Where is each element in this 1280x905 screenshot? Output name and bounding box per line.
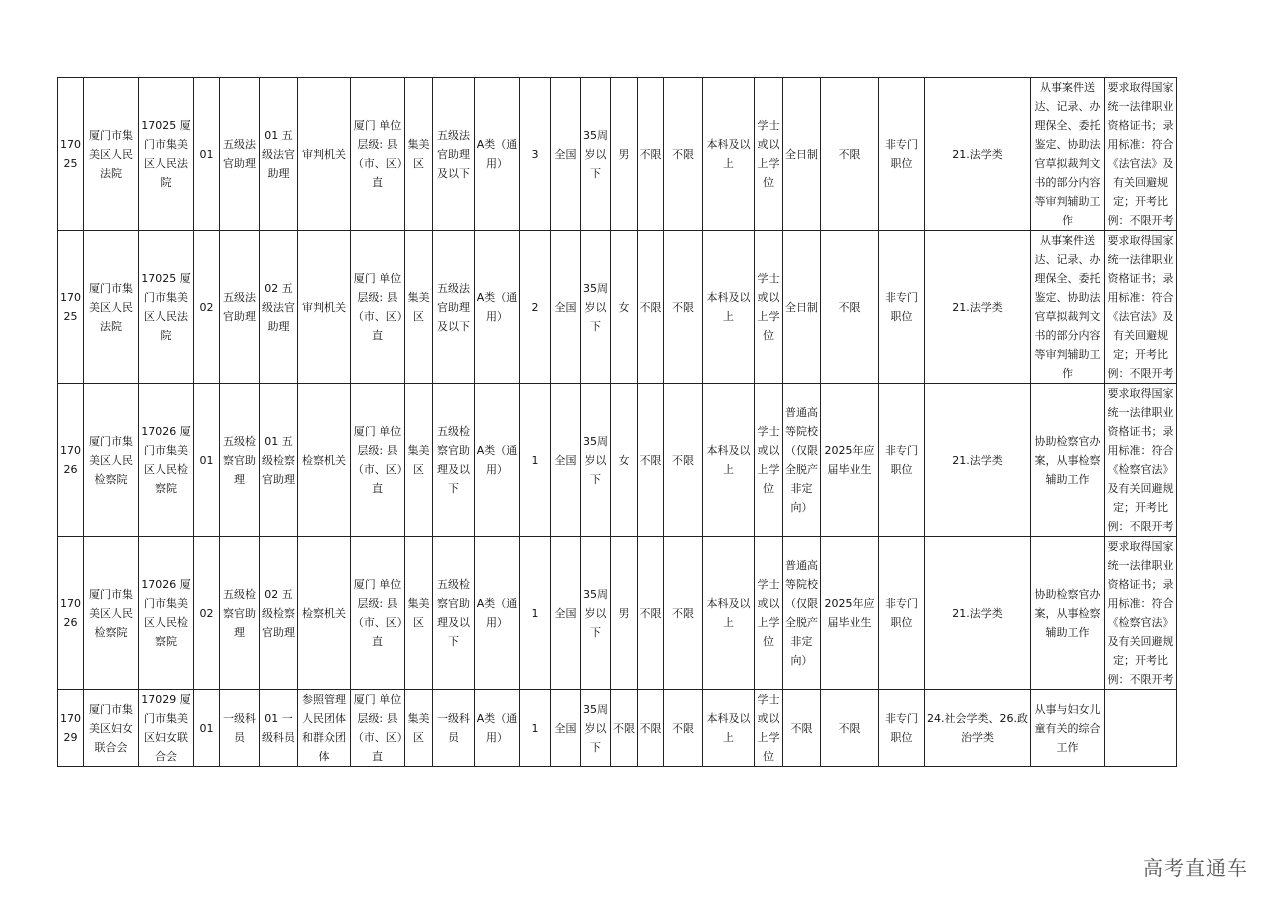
unit-code-name-cell: 17026 厦门市集美区人民检察院	[139, 384, 194, 537]
rank-cell: 五级检察官助理及以下	[433, 537, 475, 690]
unit-code-name-cell: 17025 厦门市集美区人民法院	[139, 78, 194, 231]
unit-name-cell: 厦门市集美区人民检察院	[84, 537, 139, 690]
district-cell: 集美区	[405, 537, 433, 690]
org-type-cell: 检察机关	[298, 384, 351, 537]
study-form-cell: 不限	[783, 690, 821, 767]
gender-cell: 女	[611, 384, 638, 537]
position-code-name-cell: 01 一级科员	[260, 690, 298, 767]
position-name-cell: 五级法官助理	[220, 78, 260, 231]
scope-cell: 全国	[551, 78, 581, 231]
exam-type-cell: A类（通用）	[475, 231, 520, 384]
education-cell: 本科及以上	[703, 537, 755, 690]
unit-level-cell: 厦门 单位层级: 县（市、区）直	[351, 384, 405, 537]
education-cell: 本科及以上	[703, 78, 755, 231]
table-row	[58, 231, 1177, 384]
recruit-count-cell: 3	[520, 78, 551, 231]
ethnic-cell: 不限	[638, 78, 664, 231]
remark-cell: 要求取得国家统一法律职业资格证书；录用标准：符合《法官法》及有关回避规定；开考比例：不限开考	[1105, 231, 1177, 384]
table-body	[58, 78, 1177, 767]
position-code-name-cell: 02 五级检察官助理	[260, 537, 298, 690]
graduate-type-cell: 不限	[821, 690, 879, 767]
position-code-name-cell: 02 五级法官助理	[260, 231, 298, 384]
degree-cell: 学士或以上学位	[755, 690, 783, 767]
duty-cell: 协助检察官办案，从事检察辅助工作	[1031, 537, 1105, 690]
position-name-cell: 五级检察官助理	[220, 384, 260, 537]
rank-cell: 一级科员	[433, 690, 475, 767]
unit-code-cell: 17026	[58, 537, 84, 690]
unit-code-cell: 17025	[58, 231, 84, 384]
ethnic-cell: 不限	[638, 537, 664, 690]
unit-level-cell: 厦门 单位层级: 县（市、区）直	[351, 537, 405, 690]
remark-cell: 要求取得国家统一法律职业资格证书；录用标准：符合《法官法》及有关回避规定；开考比例：不限开考	[1105, 78, 1177, 231]
politics-cell: 不限	[664, 690, 703, 767]
degree-cell: 学士或以上学位	[755, 537, 783, 690]
district-cell: 集美区	[405, 384, 433, 537]
district-cell: 集美区	[405, 231, 433, 384]
ethnic-cell: 不限	[638, 231, 664, 384]
unit-name-cell: 厦门市集美区人民法院	[84, 78, 139, 231]
district-cell: 集美区	[405, 690, 433, 767]
remark-cell: 要求取得国家统一法律职业资格证书；录用标准：符合《检察官法》及有关回避规定；开考比例：不限开考	[1105, 384, 1177, 537]
scope-cell: 全国	[551, 537, 581, 690]
position-code-name-cell: 01 五级检察官助理	[260, 384, 298, 537]
study-form-cell: 全日制	[783, 78, 821, 231]
major-cell: 21.法学类	[925, 231, 1031, 384]
graduate-type-cell: 2025年应届毕业生	[821, 384, 879, 537]
unit-code-name-cell: 17026 厦门市集美区人民检察院	[139, 537, 194, 690]
unit-code-cell: 17029	[58, 690, 84, 767]
exam-type-cell: A类（通用）	[475, 537, 520, 690]
table-row	[58, 537, 1177, 690]
position-code-cell: 02	[194, 537, 220, 690]
position-name-cell: 五级检察官助理	[220, 537, 260, 690]
special-position-cell: 非专门职位	[879, 78, 925, 231]
unit-level-cell: 厦门 单位层级: 县（市、区）直	[351, 231, 405, 384]
study-form-cell: 全日制	[783, 231, 821, 384]
scope-cell: 全国	[551, 384, 581, 537]
recruit-count-cell: 2	[520, 231, 551, 384]
age-cell: 35周岁以下	[581, 231, 611, 384]
table-row	[58, 690, 1177, 767]
major-cell: 21.法学类	[925, 384, 1031, 537]
ethnic-cell: 不限	[638, 384, 664, 537]
position-code-cell: 01	[194, 78, 220, 231]
unit-code-name-cell: 17029 厦门市集美区妇女联合会	[139, 690, 194, 767]
degree-cell: 学士或以上学位	[755, 231, 783, 384]
unit-name-cell: 厦门市集美区人民检察院	[84, 384, 139, 537]
graduate-type-cell: 不限	[821, 231, 879, 384]
gender-cell: 男	[611, 78, 638, 231]
politics-cell: 不限	[664, 537, 703, 690]
position-name-cell: 一级科员	[220, 690, 260, 767]
job-table	[57, 77, 1177, 767]
watermark: 高考直通车	[1143, 856, 1248, 880]
org-type-cell: 审判机关	[298, 231, 351, 384]
exam-type-cell: A类（通用）	[475, 78, 520, 231]
recruit-count-cell: 1	[520, 537, 551, 690]
unit-name-cell: 厦门市集美区人民法院	[84, 231, 139, 384]
special-position-cell: 非专门职位	[879, 690, 925, 767]
major-cell: 21.法学类	[925, 537, 1031, 690]
scope-cell: 全国	[551, 690, 581, 767]
unit-code-name-cell: 17025 厦门市集美区人民法院	[139, 231, 194, 384]
special-position-cell: 非专门职位	[879, 384, 925, 537]
org-type-cell: 检察机关	[298, 537, 351, 690]
age-cell: 35周岁以下	[581, 78, 611, 231]
district-cell: 集美区	[405, 78, 433, 231]
org-type-cell: 参照管理人民团体和群众团体	[298, 690, 351, 767]
recruit-count-cell: 1	[520, 690, 551, 767]
age-cell: 35周岁以下	[581, 384, 611, 537]
special-position-cell: 非专门职位	[879, 537, 925, 690]
exam-type-cell: A类（通用）	[475, 384, 520, 537]
position-code-name-cell: 01 五级法官助理	[260, 78, 298, 231]
rank-cell: 五级检察官助理及以下	[433, 384, 475, 537]
rank-cell: 五级法官助理及以下	[433, 78, 475, 231]
study-form-cell: 普通高等院校（仅限全脱产非定向）	[783, 384, 821, 537]
education-cell: 本科及以上	[703, 690, 755, 767]
position-code-cell: 02	[194, 231, 220, 384]
gender-cell: 不限	[611, 690, 638, 767]
duty-cell: 从事案件送达、记录、办理保全、委托鉴定、协助法官草拟裁判文书的部分内容等审判辅助工作	[1031, 231, 1105, 384]
unit-code-cell: 17025	[58, 78, 84, 231]
recruit-count-cell: 1	[520, 384, 551, 537]
duty-cell: 从事与妇女儿童有关的综合工作	[1031, 690, 1105, 767]
study-form-cell: 普通高等院校（仅限全脱产非定向）	[783, 537, 821, 690]
remark-cell	[1105, 690, 1177, 767]
position-code-cell: 01	[194, 690, 220, 767]
org-type-cell: 审判机关	[298, 78, 351, 231]
degree-cell: 学士或以上学位	[755, 78, 783, 231]
major-cell: 21.法学类	[925, 78, 1031, 231]
politics-cell: 不限	[664, 78, 703, 231]
duty-cell: 协助检察官办案，从事检察辅助工作	[1031, 384, 1105, 537]
politics-cell: 不限	[664, 384, 703, 537]
unit-code-cell: 17026	[58, 384, 84, 537]
ethnic-cell: 不限	[638, 690, 664, 767]
politics-cell: 不限	[664, 231, 703, 384]
major-cell: 24.社会学类、26.政治学类	[925, 690, 1031, 767]
education-cell: 本科及以上	[703, 231, 755, 384]
special-position-cell: 非专门职位	[879, 231, 925, 384]
position-code-cell: 01	[194, 384, 220, 537]
duty-cell: 从事案件送达、记录、办理保全、委托鉴定、协助法官草拟裁判文书的部分内容等审判辅助工作	[1031, 78, 1105, 231]
graduate-type-cell: 不限	[821, 78, 879, 231]
age-cell: 35周岁以下	[581, 537, 611, 690]
position-name-cell: 五级法官助理	[220, 231, 260, 384]
table-row	[58, 384, 1177, 537]
remark-cell: 要求取得国家统一法律职业资格证书；录用标准：符合《检察官法》及有关回避规定；开考比例：不限开考	[1105, 537, 1177, 690]
gender-cell: 女	[611, 231, 638, 384]
scope-cell: 全国	[551, 231, 581, 384]
unit-name-cell: 厦门市集美区妇女联合会	[84, 690, 139, 767]
age-cell: 35周岁以下	[581, 690, 611, 767]
graduate-type-cell: 2025年应届毕业生	[821, 537, 879, 690]
exam-type-cell: A类（通用）	[475, 690, 520, 767]
unit-level-cell: 厦门 单位层级: 县（市、区）直	[351, 78, 405, 231]
degree-cell: 学士或以上学位	[755, 384, 783, 537]
table-row	[58, 78, 1177, 231]
unit-level-cell: 厦门 单位层级: 县（市、区）直	[351, 690, 405, 767]
gender-cell: 男	[611, 537, 638, 690]
rank-cell: 五级法官助理及以下	[433, 231, 475, 384]
education-cell: 本科及以上	[703, 384, 755, 537]
